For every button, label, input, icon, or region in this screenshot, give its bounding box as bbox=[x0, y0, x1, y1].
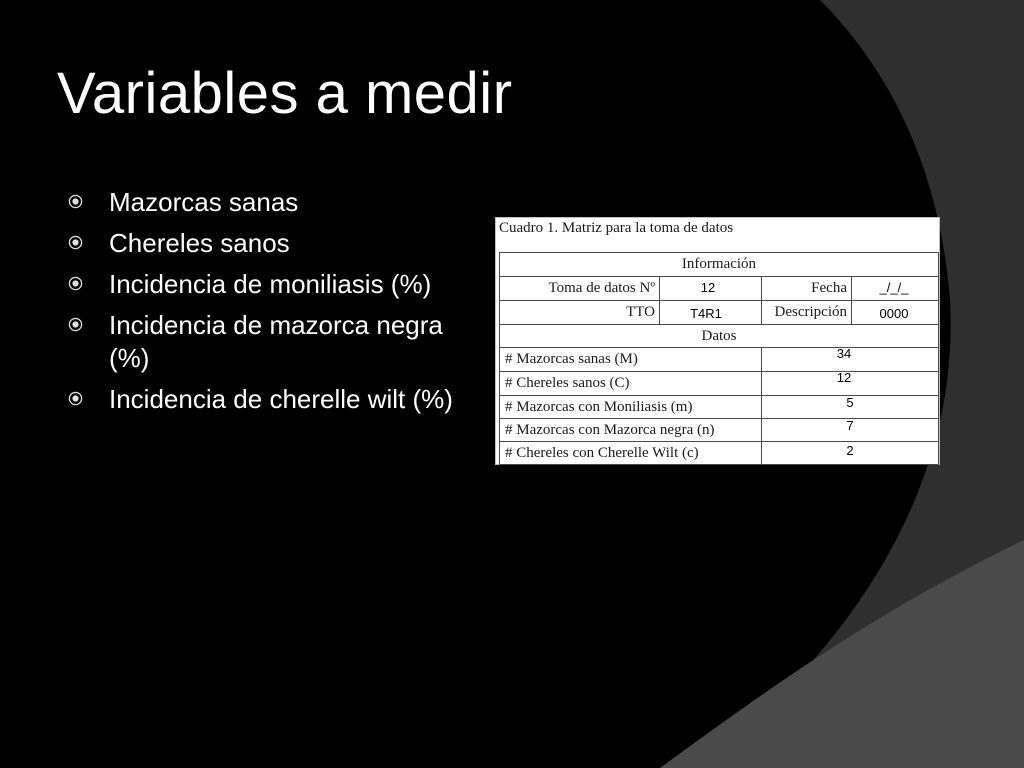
target-bullet-icon bbox=[68, 235, 83, 250]
table-row-value: 12 bbox=[836, 370, 852, 385]
table-row-value: 2 bbox=[846, 443, 854, 458]
table-row-label: # Mazorcas con Moniliasis (m) bbox=[505, 398, 693, 415]
bullet-list bbox=[68, 186, 453, 424]
bullet-item bbox=[68, 309, 453, 375]
data-matrix-table bbox=[495, 217, 940, 465]
fecha-value: _/_/_ bbox=[879, 280, 909, 295]
table-row-value: 34 bbox=[836, 346, 852, 361]
bullet-text: Chereles sanos bbox=[109, 228, 290, 258]
table-row-value: 7 bbox=[846, 418, 854, 433]
toma-label: Toma de datos Nº bbox=[548, 280, 655, 296]
tto-value: T4R1 bbox=[690, 306, 722, 321]
grid-line bbox=[938, 252, 939, 464]
bullet-item bbox=[68, 383, 453, 416]
target-bullet-icon bbox=[68, 391, 83, 406]
grid-line bbox=[499, 464, 939, 465]
bullet-text: Mazorcas sanas bbox=[109, 187, 299, 217]
datos-header: Datos bbox=[701, 327, 737, 344]
target-bullet-icon bbox=[68, 276, 83, 291]
grid-line bbox=[659, 276, 660, 324]
table-row-label: # Chereles con Cherelle Wilt (c) bbox=[505, 444, 699, 461]
target-bullet-icon bbox=[68, 317, 83, 332]
bullet-text: Incidencia de moniliasis (%) bbox=[109, 269, 432, 299]
target-bullet-icon bbox=[68, 194, 83, 209]
descripcion-value: 0000 bbox=[879, 306, 909, 321]
table-row-label: # Mazorcas sanas (M) bbox=[505, 351, 638, 367]
bullet-text: Incidencia de cherelle wilt (%) bbox=[109, 384, 453, 414]
bullet-item bbox=[68, 227, 453, 260]
slide-title: Variables a medir bbox=[57, 61, 513, 126]
table-row-label: # Mazorcas con Mazorca negra (n) bbox=[505, 421, 715, 438]
tto-label: TTO bbox=[626, 304, 655, 320]
grid-line bbox=[851, 276, 852, 324]
table-caption: Cuadro 1. Matriz para la toma de datos bbox=[499, 220, 734, 236]
descripcion-label: Descripción bbox=[774, 304, 847, 320]
bullet-item bbox=[68, 268, 453, 301]
bullet-item bbox=[68, 186, 453, 219]
toma-value: 12 bbox=[700, 280, 716, 295]
grid-line bbox=[761, 347, 762, 464]
table-row-label: # Chereles sanos (C) bbox=[505, 375, 630, 391]
bullet-text: Incidencia de mazorca negra (%) bbox=[109, 310, 443, 373]
info-header: Información bbox=[681, 256, 757, 272]
table-row-value: 5 bbox=[846, 395, 854, 410]
fecha-label: Fecha bbox=[811, 280, 847, 296]
